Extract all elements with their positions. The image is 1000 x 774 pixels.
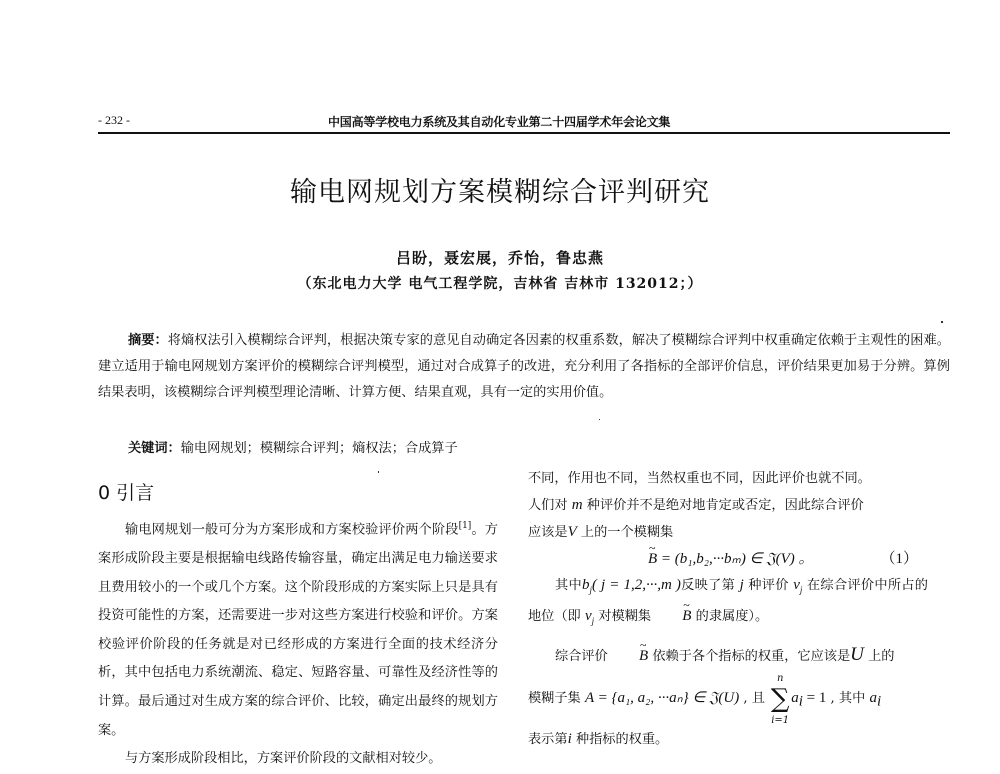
right-paragraph-4 xyxy=(528,726,928,753)
math-v: v xyxy=(793,577,800,593)
paragraph-text: 输电网规划一般可分为方案形成和方案校验评价两个阶段 xyxy=(125,522,459,538)
math-var: j xyxy=(739,577,744,593)
text: 其中 xyxy=(555,578,582,593)
right-paragraph-2 xyxy=(528,572,928,634)
abstract-label: 摘要： xyxy=(128,333,168,348)
sigma: ∑ xyxy=(770,683,790,714)
equation-1 xyxy=(528,546,928,572)
subscript: j xyxy=(589,585,592,595)
math-var xyxy=(582,577,592,593)
text: 依赖于各个指标的权重，它应该是 xyxy=(648,649,851,664)
text: 人们对 xyxy=(528,498,572,513)
fuzzy-set-B: ~ B xyxy=(612,643,648,669)
text: 表示第 xyxy=(528,732,568,747)
text: 应该是 xyxy=(528,525,568,540)
scan-speck xyxy=(941,321,943,323)
text: 种评价 xyxy=(743,578,794,593)
math-range: ( j = 1,2,···,m ) xyxy=(592,577,681,593)
math-var: a xyxy=(869,690,877,706)
keywords-text: 输电网规划；模糊综合评判；熵权法；合成算子 xyxy=(180,441,458,456)
text: , 且 xyxy=(739,691,770,706)
intro-paragraph-2: 与方案形成阶段相比，方案评价阶段的文献相对较少。 xyxy=(125,751,442,767)
summation-symbol xyxy=(769,672,791,726)
text: 种指标的权重。 xyxy=(571,732,669,747)
text: 对模糊集 xyxy=(594,609,656,624)
intro-paragraph-1 xyxy=(98,512,498,745)
right-line-2 xyxy=(528,492,928,519)
math-var: a xyxy=(791,690,799,706)
running-header xyxy=(98,111,950,131)
sum-lower: i=1 xyxy=(771,714,790,726)
math-b: b xyxy=(581,577,590,593)
page-number: - 232 - xyxy=(98,113,130,127)
subscript: j xyxy=(591,616,595,626)
journal-title: 中国高等学校电力系统及其自动化专业第二十四届学术年会论文集 xyxy=(328,115,671,129)
affiliation: （东北电力大学 电气工程学院，吉林省 吉林市 132012；） xyxy=(297,276,703,292)
text: 在综合评价中所占的地位（即 xyxy=(528,578,928,624)
math-var: m xyxy=(571,497,583,513)
subscript: i xyxy=(876,693,882,710)
text: 上的一个模糊集 xyxy=(576,525,674,540)
math-var: V xyxy=(567,524,577,540)
paragraph-text: 。方案形成阶段主要是根据输电线路传输容量，确定出满足电力输送要求且费用较小的一个或几个方案。这个阶段形成的方案实际上只是具有投资可能性的方案，还需要进一步对这些方案进行校验和评价。方案校验评价阶段的任务就是对已经形成的方案进行全面的技术经济分析，其中包括电力系统潮流、稳定、短路容量、可靠性及经济性等的计算。最后通过对生成方案的综合评价、比较，确定出最终的规划方案。 xyxy=(98,522,498,738)
math-v: v xyxy=(584,608,592,624)
section-heading: 0 引言 xyxy=(98,482,155,504)
math-var xyxy=(793,577,802,593)
sum-upper: n xyxy=(776,672,784,684)
right-line-3 xyxy=(528,519,928,546)
equation-body xyxy=(648,546,813,572)
authors: 吕盼，聂宏展，乔怡，鲁忠燕 xyxy=(395,249,604,267)
math-var: i xyxy=(567,731,572,747)
math-eq: = 1 xyxy=(802,690,827,706)
math-set-A: A = {a₁, a₂, ···aₙ} ∈ 𝔍(U) xyxy=(584,690,740,706)
equation-number: （1） xyxy=(880,551,918,567)
equation-text: = (b₁,b₂,···bₘ) ∈ 𝔍(V) 。 xyxy=(660,551,814,567)
header-rule xyxy=(98,132,950,134)
subscript: i xyxy=(798,693,803,710)
text: 模糊子集 xyxy=(528,691,585,706)
text: 的隶属度）。 xyxy=(691,609,769,624)
fuzzy-set-B: ~ B xyxy=(655,603,691,629)
right-line-1: 不同，作用也不同，当然权重也不同，因此评价也就不同。 xyxy=(528,471,871,486)
weight-constraint-line xyxy=(528,670,928,726)
text: 综合评价 xyxy=(555,649,612,664)
paper-title: 输电网规划方案模糊综合评判研究 xyxy=(290,177,710,208)
citation: [1] xyxy=(458,521,472,531)
math-var xyxy=(585,608,594,624)
abstract xyxy=(98,328,950,406)
subscript: j xyxy=(799,585,803,595)
left-column xyxy=(98,512,498,774)
math-var: U xyxy=(850,644,864,665)
scan-speck xyxy=(378,471,379,473)
text: 上的 xyxy=(863,649,895,664)
abstract-text: 将熵权法引入模糊综合评判，根据决策专家的意见自动确定各因素的权重系数，解决了模糊综合评判中权重确定依赖于主观性的困难。建立适用于输电网规划方案评价的模糊综合评判模型，通过对合成算子的改进，充分利用了各指标的全部评价信息，评价结果更加易于分辨。算例结果表明，该模糊综合评判模型理论清晰、计算方便、结果直观，具有一定的实用价值。 xyxy=(98,333,950,400)
text: , 其中 xyxy=(826,691,870,706)
fuzzy-set-B: ~ B xyxy=(648,546,657,572)
keywords-label: 关键词： xyxy=(128,441,181,456)
text: 种评价并不是绝对地肯定或否定，因此综合评价 xyxy=(582,498,864,513)
keywords xyxy=(128,437,458,456)
right-paragraph-3 xyxy=(528,642,928,670)
text: 反映了第 xyxy=(680,578,740,593)
scan-speck xyxy=(599,419,600,420)
right-column xyxy=(528,466,928,753)
